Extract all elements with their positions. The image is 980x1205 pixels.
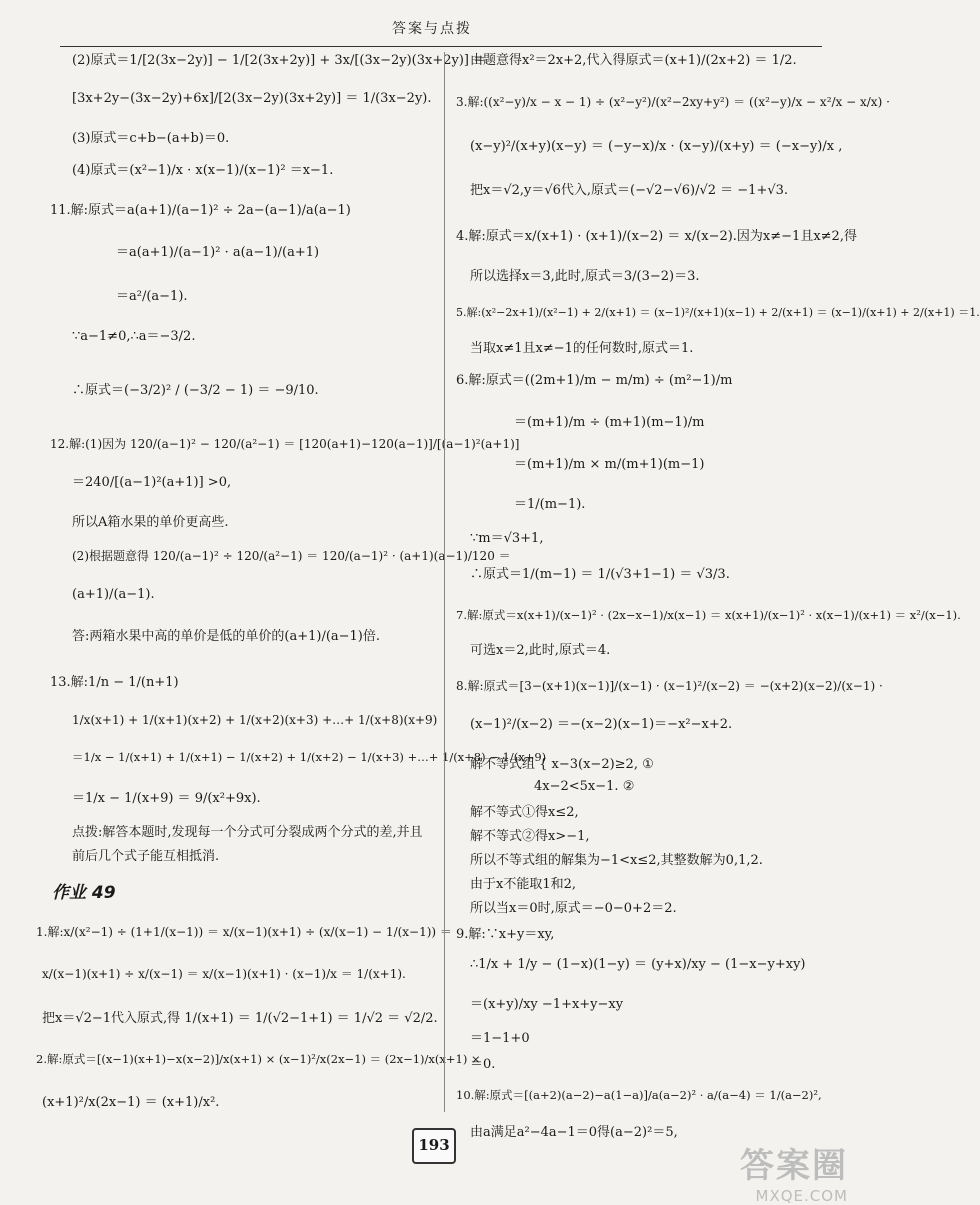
right-line: ＝1/(m−1). — [514, 497, 586, 512]
left-line: 所以A箱水果的单价更高些. — [72, 515, 229, 530]
watermark-url: MXQE.COM — [755, 1187, 848, 1205]
right-line: 当取x≠1且x≠−1的任何数时,原式＝1. — [470, 341, 694, 356]
left-line: ＝240/[(a−1)²(a+1)] >0, — [72, 475, 232, 490]
right-line: ∵m＝√3+1, — [470, 531, 544, 546]
right-line: (x−1)²/(x−2) ＝−(x−2)(x−1)＝−x²−x+2. — [470, 717, 733, 732]
left-line: (2)原式＝1/[2(3x−2y)] − 1/[2(3x+2y)] + 3x/[(3x−2y)(3x+2y)] ＝ — [72, 53, 487, 68]
right-line: 把x＝√2,y＝√6代入,原式＝(−√2−√6)/√2 ＝ −1+√3. — [470, 183, 789, 198]
right-line: 可选x＝2,此时,原式＝4. — [470, 643, 611, 658]
right-line: 8.解:原式＝[3−(x+1)(x−1)]/(x−1) · (x−1)²/(x−2) ＝ −(x+2)(x−2)/(x−1) · — [456, 679, 883, 693]
right-line: 由a满足a²−4a−1＝0得(a−2)²＝5, — [470, 1125, 678, 1140]
right-line: ∴原式＝1/(m−1) ＝ 1/(√3+1−1) ＝ √3/3. — [470, 567, 730, 582]
right-line: ＝1−1+0 — [470, 1031, 530, 1046]
column-divider — [444, 52, 445, 1112]
left-line: 1.解:x/(x²−1) ÷ (1+1/(x−1)) ＝ x/(x−1)(x+1) ÷ (x/(x−1) − 1/(x−1)) ＝ — [36, 925, 452, 939]
left-line: (3)原式＝c+b−(a+b)＝0. — [72, 131, 230, 146]
right-line: 9.解:∵x+y＝xy, — [456, 927, 555, 942]
right-line: 所以选择x＝3,此时,原式＝3/(3−2)＝3. — [470, 269, 700, 284]
right-line: 解不等式组 { x−3(x−2)≥2, ① — [470, 757, 654, 772]
left-line: x/(x−1)(x+1) ÷ x/(x−1) ＝ x/(x−1)(x+1) · (x−1)/x ＝ 1/(x+1). — [42, 967, 406, 981]
right-line: 10.解:原式＝[(a+2)(a−2)−a(1−a)]/a(a−2)² · a/(a−4) ＝ 1/(a−2)², — [456, 1088, 822, 1102]
right-line: ∴1/x + 1/y − (1−x)(1−y) ＝ (y+x)/xy − (1−x−y+xy) — [470, 957, 806, 972]
right-line: 所以当x＝0时,原式＝−0−0+2＝2. — [470, 901, 677, 916]
left-line: ＝a(a+1)/(a−1)² · a(a−1)/(a+1) — [116, 245, 320, 260]
left-line: 把x＝√2−1代入原式,得 1/(x+1) ＝ 1/(√2−1+1) ＝ 1/√2 ＝ √2/2. — [42, 1011, 438, 1026]
left-line: (2)根据题意得 120/(a−1)² ÷ 120/(a²−1) ＝ 120/(a−1)² · (a+1)(a−1)/120 ＝ — [72, 549, 511, 563]
page-number: 193 — [412, 1128, 456, 1164]
right-line: ＝(x+y)/xy −1+x+y−xy — [470, 997, 624, 1012]
left-line: ＝1/x − 1/(x+1) + 1/(x+1) − 1/(x+2) + 1/(x+2) − 1/(x+3) +…+ 1/(x+8) − 1/(x+9) — [72, 750, 547, 764]
left-line: 前后几个式子能互相抵消. — [72, 849, 220, 864]
right-line: 3.解:((x²−y)/x − x − 1) ÷ (x²−y²)/(x²−2xy+y²) ＝ ((x²−y)/x − x²/x − x/x) · — [456, 95, 890, 109]
left-line: ∵a−1≠0,∴a＝−3/2. — [72, 329, 196, 344]
right-line: 7.解:原式＝x(x+1)/(x−1)² · (2x−x−1)/x(x−1) ＝ x(x+1)/(x−1)² · x(x−1)/(x+1) ＝ x²/(x−1). — [456, 608, 961, 622]
header-title: 答案与点拨 — [392, 21, 472, 37]
right-line: (x−y)²/(x+y)(x−y) ＝ (−y−x)/x · (x−y)/(x+y) ＝ (−x−y)/x , — [470, 139, 843, 154]
right-line: 由于x不能取1和2, — [470, 877, 577, 892]
left-line: ＝1/x − 1/(x+9) ＝ 9/(x²+9x). — [72, 791, 261, 806]
section-title: 作业 49 — [52, 883, 116, 903]
left-line: (x+1)²/x(2x−1) ＝ (x+1)/x². — [42, 1095, 220, 1110]
header-rule — [60, 46, 822, 47]
left-line: 13.解:1/n − 1/(n+1) — [50, 675, 179, 690]
right-line: 5.解:(x²−2x+1)/(x²−1) + 2/(x+1) ＝ (x−1)²/(x+1)(x−1) + 2/(x+1) ＝ (x−1)/(x+1) + 2/(x+1) ＝1. — [456, 306, 980, 319]
left-line: ∴原式＝(−3/2)² / (−3/2 − 1) ＝ −9/10. — [72, 383, 319, 398]
left-line: 1/x(x+1) + 1/(x+1)(x+2) + 1/(x+2)(x+3) +…+ 1/(x+8)(x+9) — [72, 713, 438, 727]
left-line: 答:两箱水果中高的单价是低的单价的(a+1)/(a−1)倍. — [72, 629, 381, 644]
right-line: 4x−2<5x−1. ② — [534, 779, 635, 794]
right-line: ＝0. — [470, 1057, 496, 1072]
right-line: 4.解:原式＝x/(x+1) · (x+1)/(x−2) ＝ x/(x−2).因为x≠−1且x≠2,得 — [456, 229, 857, 244]
right-line: 解不等式①得x≤2, — [470, 805, 579, 820]
left-line: ＝a²/(a−1). — [116, 289, 188, 304]
left-line: [3x+2y−(3x−2y)+6x]/[2(3x−2y)(3x+2y)] ＝ 1/(3x−2y). — [72, 91, 432, 106]
left-line: 11.解:原式＝a(a+1)/(a−1)² ÷ 2a−(a−1)/a(a−1) — [50, 203, 351, 218]
right-line: ＝(m+1)/m × m/(m+1)(m−1) — [514, 457, 705, 472]
left-line: (a+1)/(a−1). — [72, 587, 155, 602]
right-line: 所以不等式组的解集为−1<x≤2,其整数解为0,1,2. — [470, 853, 763, 868]
right-line: 6.解:原式＝((2m+1)/m − m/m) ÷ (m²−1)/m — [456, 373, 733, 388]
left-line: 12.解:(1)因为 120/(a−1)² − 120/(a²−1) ＝ [120(a+1)−120(a−1)]/[(a−1)²(a+1)] — [50, 437, 520, 451]
left-line: 点拨:解答本题时,发现每一个分式可分裂成两个分式的差,并且 — [72, 825, 423, 840]
watermark-logo — [740, 1138, 848, 1205]
right-line: ＝(m+1)/m ÷ (m+1)(m−1)/m — [514, 415, 705, 430]
watermark-text: 答案圈 — [740, 1146, 848, 1186]
left-line: (4)原式＝(x²−1)/x · x(x−1)/(x−1)² ＝x−1. — [72, 163, 334, 178]
right-line: 由题意得x²＝2x+2,代入得原式＝(x+1)/(2x+2) ＝ 1/2. — [470, 53, 797, 68]
right-line: 解不等式②得x>−1, — [470, 829, 590, 844]
left-line: 2.解:原式＝[(x−1)(x+1)−x(x−2)]/x(x+1) × (x−1)²/x(2x−1) ＝ (2x−1)/x(x+1) × — [36, 1052, 481, 1066]
